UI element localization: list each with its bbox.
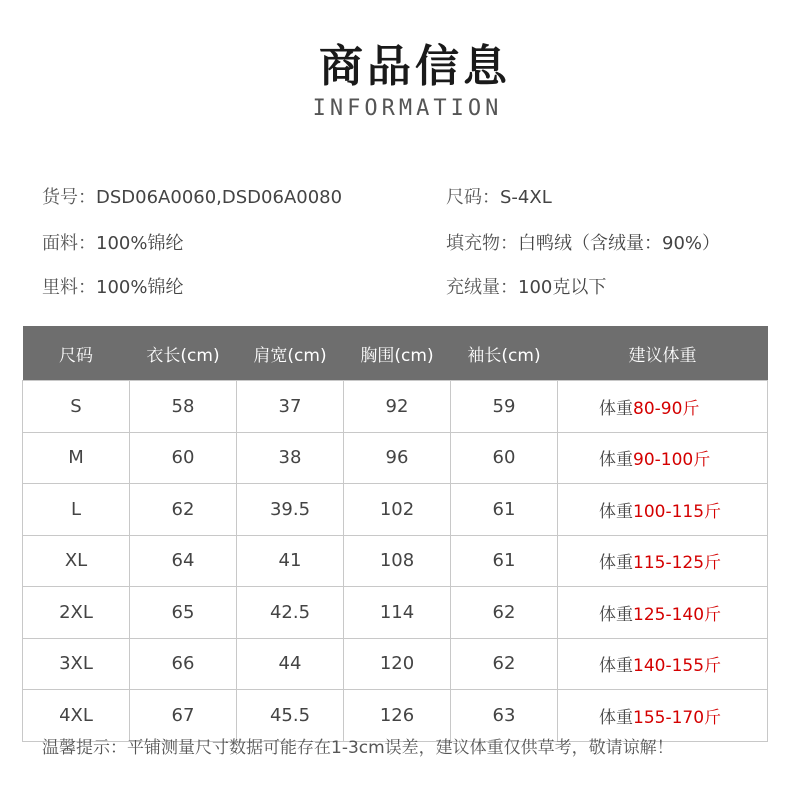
- cell-length: 64: [130, 535, 237, 587]
- info-item-no: [42, 183, 342, 209]
- cell-chest: 92: [344, 381, 451, 433]
- info-size-range: [446, 183, 552, 209]
- filling-label: 填充物：: [446, 233, 518, 254]
- weight-prefix: 体重: [599, 398, 633, 419]
- table-row: [23, 638, 768, 690]
- item-no-label: 货号：: [42, 187, 96, 208]
- cell-shoulder: 38: [237, 432, 344, 484]
- info-filling: [446, 229, 720, 255]
- cell-sleeve: 60: [451, 432, 558, 484]
- page-title: 商品信息: [319, 41, 511, 92]
- cell-shoulder: 37: [237, 381, 344, 433]
- header-weight: 建议体重: [558, 326, 768, 381]
- cell-size: L: [23, 484, 130, 536]
- filling-value: 白鸭绒（含绒量：90%）: [518, 233, 721, 254]
- cell-chest: 120: [344, 638, 451, 690]
- fabric-value: 100%锦纶: [96, 233, 184, 254]
- cell-sleeve: 63: [451, 690, 558, 742]
- fabric-label: 面料：: [42, 233, 96, 254]
- size-chart-table: [22, 326, 768, 742]
- table-row: [23, 587, 768, 639]
- table-row: [23, 535, 768, 587]
- lining-value: 100%锦纶: [96, 277, 184, 298]
- weight-range: 90-100斤: [633, 450, 711, 471]
- header-shoulder: 肩宽(cm): [237, 326, 344, 381]
- fill-amount-label: 充绒量：: [446, 277, 518, 298]
- cell-weight: [558, 638, 768, 690]
- cell-sleeve: 62: [451, 587, 558, 639]
- cell-weight: [558, 432, 768, 484]
- cell-sleeve: 61: [451, 535, 558, 587]
- table-row: [23, 484, 768, 536]
- measurement-tip: 温馨提示：平铺测量尺寸数据可能存在1-3cm误差，建议体重仅供草考，敬请谅解！: [42, 738, 674, 758]
- item-no-value: DSD06A0060,DSD06A0080: [96, 187, 343, 208]
- cell-weight: [558, 587, 768, 639]
- cell-length: 66: [130, 638, 237, 690]
- weight-prefix: 体重: [599, 501, 633, 522]
- cell-shoulder: 45.5: [237, 690, 344, 742]
- cell-length: 62: [130, 484, 237, 536]
- cell-shoulder: 44: [237, 638, 344, 690]
- info-fabric: [42, 229, 183, 255]
- cell-weight: [558, 535, 768, 587]
- size-range-label: 尺码：: [446, 187, 500, 208]
- cell-chest: 108: [344, 535, 451, 587]
- table-row: [23, 432, 768, 484]
- cell-size: 3XL: [23, 638, 130, 690]
- header-size: 尺码: [23, 326, 130, 381]
- cell-size: 4XL: [23, 690, 130, 742]
- weight-range: 100-115斤: [633, 501, 722, 522]
- weight-range: 115-125斤: [633, 553, 722, 574]
- fill-amount-value: 100克以下: [518, 277, 607, 298]
- weight-range: 155-170斤: [633, 707, 722, 728]
- cell-length: 67: [130, 690, 237, 742]
- info-fill-amount: [446, 273, 606, 299]
- header-chest: 胸围(cm): [344, 326, 451, 381]
- header-length: 衣长(cm): [130, 326, 237, 381]
- weight-prefix: 体重: [599, 604, 633, 625]
- weight-prefix: 体重: [599, 450, 633, 471]
- weight-prefix: 体重: [599, 707, 633, 728]
- cell-chest: 126: [344, 690, 451, 742]
- page-subtitle: INFORMATION: [312, 96, 503, 121]
- cell-shoulder: 42.5: [237, 587, 344, 639]
- cell-chest: 102: [344, 484, 451, 536]
- table-row: [23, 381, 768, 433]
- weight-prefix: 体重: [599, 553, 633, 574]
- cell-weight: [558, 484, 768, 536]
- cell-chest: 96: [344, 432, 451, 484]
- weight-prefix: 体重: [599, 656, 633, 677]
- cell-chest: 114: [344, 587, 451, 639]
- cell-size: XL: [23, 535, 130, 587]
- header-sleeve: 袖长(cm): [451, 326, 558, 381]
- weight-range: 125-140斤: [633, 604, 722, 625]
- cell-sleeve: 59: [451, 381, 558, 433]
- table-header-row: [23, 326, 768, 381]
- cell-size: M: [23, 432, 130, 484]
- cell-weight: [558, 381, 768, 433]
- cell-sleeve: 62: [451, 638, 558, 690]
- size-range-value: S-4XL: [500, 187, 552, 208]
- cell-length: 58: [130, 381, 237, 433]
- cell-size: 2XL: [23, 587, 130, 639]
- weight-range: 80-90斤: [633, 398, 700, 419]
- cell-shoulder: 41: [237, 535, 344, 587]
- cell-size: S: [23, 381, 130, 433]
- cell-sleeve: 61: [451, 484, 558, 536]
- info-lining: [42, 273, 183, 299]
- cell-length: 60: [130, 432, 237, 484]
- cell-length: 65: [130, 587, 237, 639]
- weight-range: 140-155斤: [633, 656, 722, 677]
- cell-shoulder: 39.5: [237, 484, 344, 536]
- lining-label: 里料：: [42, 277, 96, 298]
